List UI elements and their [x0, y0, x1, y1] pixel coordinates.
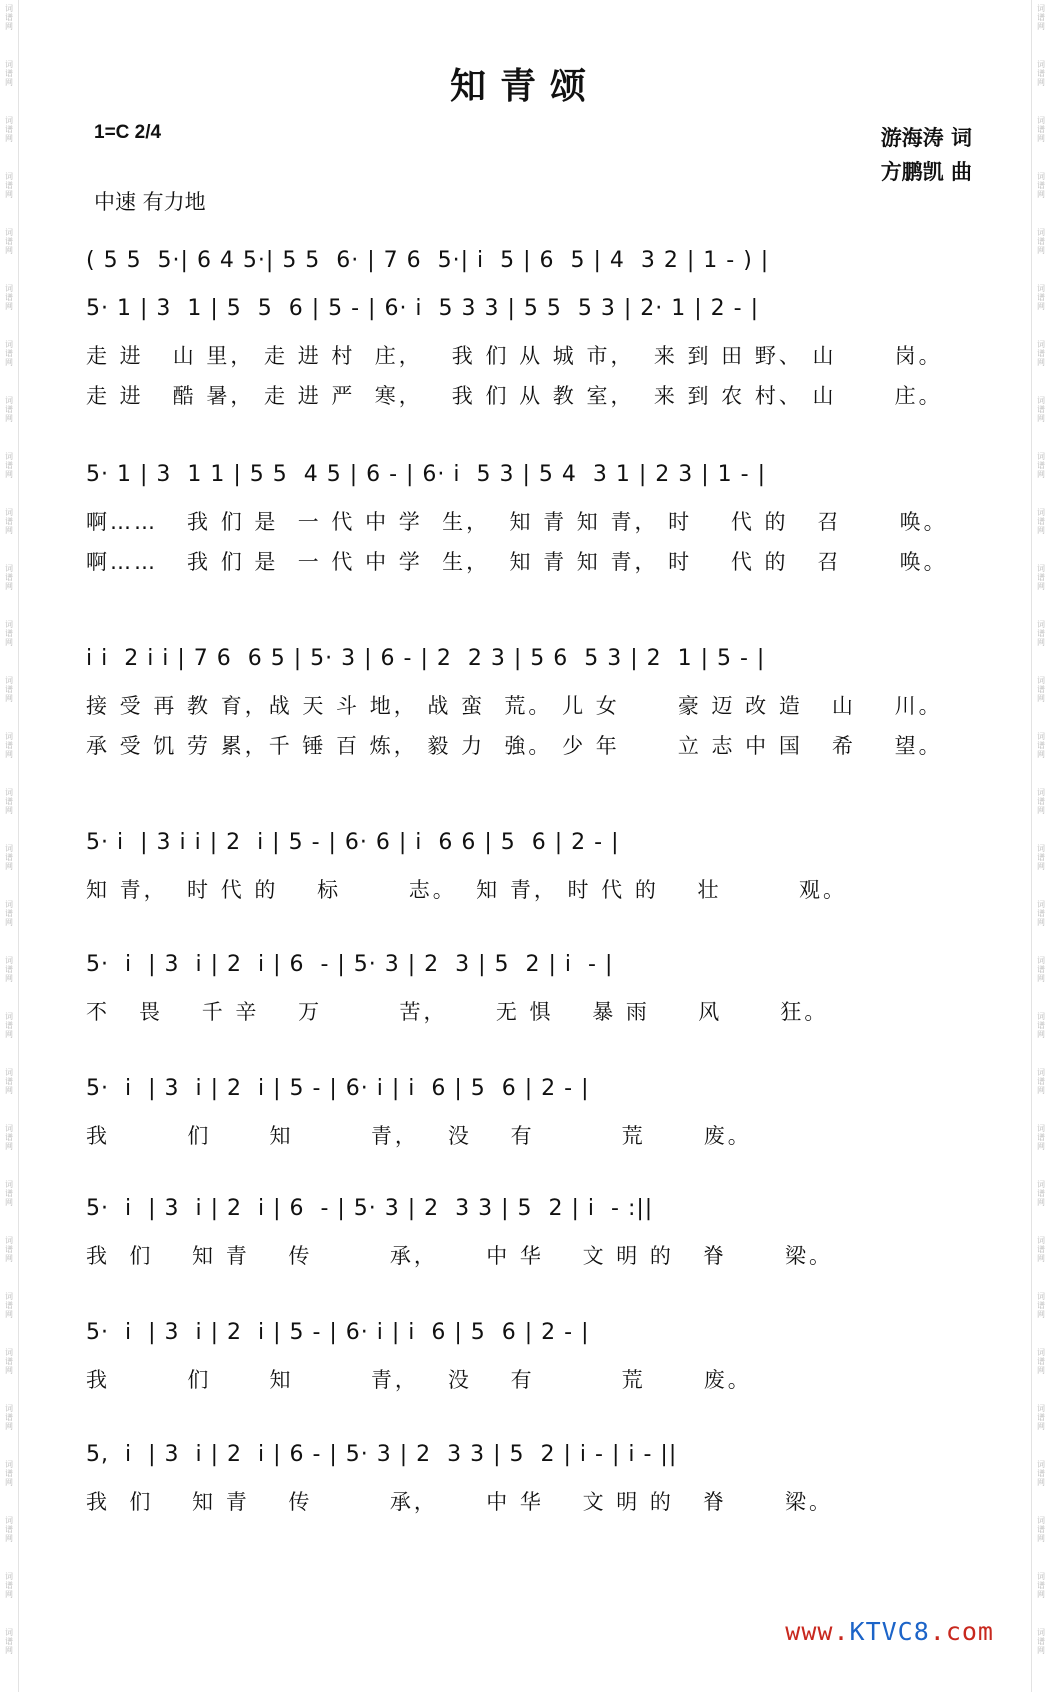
lyric-line: 知 青， 时 代 的 标 志。 知 青， 时 代 的 壮 观。: [86, 878, 847, 902]
side-watermark-text: 词 谱 网: [1037, 1628, 1045, 1655]
side-watermark-text: 词 谱 网: [1037, 788, 1045, 815]
side-watermark-text: 词 谱 网: [5, 1628, 13, 1655]
side-watermark-text: 词 谱 网: [1037, 620, 1045, 647]
lyric-verse-1: 啊…… 我 们 是 一 代 中 学 生， 知 青 知 青， 时 代 的 召 唤。: [86, 510, 948, 534]
side-watermark-text: 词 谱 网: [5, 284, 13, 311]
side-watermark-text: 词 谱 网: [1037, 284, 1045, 311]
site-watermark: [785, 1617, 994, 1646]
composer-credit: 方鹏凯 曲: [880, 160, 972, 184]
lyric-line: 我 们 知 青 传 承， 中 华 文 明 的 脊 梁。: [86, 1244, 834, 1268]
side-watermark-text: 词 谱 网: [1037, 1012, 1045, 1039]
notation-line: 5· 1 | 3 1 | 5 5 6 | 5 - | 6· i 5 3 3 | 5 5 5 3 | 2· 1 | 2 - |: [86, 296, 759, 321]
lyric-line: 我 们 知 青 传 承， 中 华 文 明 的 脊 梁。: [86, 1490, 834, 1514]
side-watermark-text: 词 谱 网: [5, 4, 13, 31]
side-watermark-text: 词 谱 网: [5, 340, 13, 367]
tempo-marking: 中速 有力地: [94, 190, 206, 214]
side-watermark-text: 词 谱 网: [1037, 844, 1045, 871]
side-watermark-text: 词 谱 网: [1037, 732, 1045, 759]
side-watermark-text: 词 谱 网: [1037, 340, 1045, 367]
lyric-verse-2: 承 受 饥 劳 累，千 锤 百 炼， 毅 力 強。 少 年 立 志 中 国 希 望。: [86, 734, 943, 758]
side-watermark-text: 词 谱 网: [5, 1068, 13, 1095]
side-watermark-text: 词 谱 网: [5, 1460, 13, 1487]
side-watermark-text: 词 谱 网: [5, 1572, 13, 1599]
side-watermark-text: 词 谱 网: [5, 788, 13, 815]
score-system-1: [86, 248, 976, 292]
lyric-verse-1: 接 受 再 教 育，战 天 斗 地， 战 蛮 荒。 儿 女 豪 迈 改 造 山 川。: [86, 694, 943, 718]
side-watermark-text: 词 谱 网: [5, 620, 13, 647]
side-watermark-text: 词 谱 网: [1037, 1236, 1045, 1263]
side-watermark-text: 词 谱 网: [1037, 900, 1045, 927]
side-watermark-text: 词 谱 网: [5, 900, 13, 927]
notation-line: 5, i | 3 i | 2 i | 6 - | 5· 3 | 2 3 3 | 5 2 | i - | i - ||: [86, 1442, 678, 1467]
side-watermark-text: 词 谱 网: [5, 1124, 13, 1151]
side-watermark-text: 词 谱 网: [5, 1292, 13, 1319]
score-system-2: [86, 296, 976, 420]
side-watermark-text: 词 谱 网: [1037, 1124, 1045, 1151]
side-watermark-text: 词 谱 网: [1037, 396, 1045, 423]
side-watermark-text: 词 谱 网: [1037, 172, 1045, 199]
side-watermark-text: 词 谱 网: [5, 116, 13, 143]
side-watermark-text: 词 谱 网: [5, 1348, 13, 1375]
notation-line: 5· i | 3 i | 2 i | 6 - | 5· 3 | 2 3 3 | 5 2 | i - :||: [86, 1196, 654, 1221]
side-watermark-text: 词 谱 网: [5, 1404, 13, 1431]
side-watermark-text: 词 谱 网: [1037, 1180, 1045, 1207]
lyric-line: 不 畏 千 辛 万 苦， 无 惧 暴 雨 风 狂。: [86, 1000, 829, 1024]
side-watermark-text: 词 谱 网: [1037, 452, 1045, 479]
side-watermark-text: 词 谱 网: [1037, 1292, 1045, 1319]
score-system-8: [86, 1196, 976, 1280]
side-watermark-text: 词 谱 网: [5, 956, 13, 983]
score-system-4: [86, 646, 976, 770]
side-watermark-text: 词 谱 网: [5, 1012, 13, 1039]
side-watermark-text: 词 谱 网: [5, 508, 13, 535]
side-watermark-text: 词 谱 网: [1037, 60, 1045, 87]
key-signature: 1=C 2/4: [94, 122, 162, 143]
side-watermark-text: 词 谱 网: [5, 676, 13, 703]
side-watermark-text: 词 谱 网: [1037, 676, 1045, 703]
side-watermark-text: 词 谱 网: [1037, 228, 1045, 255]
notation-line: 5· 1 | 3 1 1 | 5 5 4 5 | 6 - | 6· i 5 3 | 5 4 3 1 | 2 3 | 1 - |: [86, 462, 766, 487]
score-system-5: [86, 830, 976, 914]
side-watermark-text: 词 谱 网: [1037, 508, 1045, 535]
lyric-verse-2: 走 进 酷 暑， 走 进 严 寒， 我 们 从 教 室， 来 到 农 村、 山 庄。: [86, 384, 943, 408]
side-watermark-text: 词 谱 网: [5, 396, 13, 423]
score-system-9: [86, 1320, 976, 1404]
side-watermark-text: 词 谱 网: [1037, 4, 1045, 31]
watermark-prefix: www.: [785, 1617, 850, 1646]
side-watermark-text: 词 谱 网: [1037, 956, 1045, 983]
side-watermark-text: 词 谱 网: [5, 60, 13, 87]
side-watermark-text: 词 谱 网: [1037, 1572, 1045, 1599]
notation-line: i i 2 i i | 7 6 6 5 | 5· 3 | 6 - | 2 2 3 | 5 6 5 3 | 2 1 | 5 - |: [86, 646, 766, 671]
lyric-verse-1: 走 进 山 里， 走 进 村 庄， 我 们 从 城 市， 来 到 田 野、 山 岗。: [86, 344, 943, 368]
side-watermark-text: 词 谱 网: [5, 452, 13, 479]
side-watermark-text: 词 谱 网: [5, 172, 13, 199]
side-watermark-text: 词 谱 网: [5, 564, 13, 591]
score-system-3: [86, 462, 976, 586]
lyricist-credit: 游海涛 词: [880, 126, 972, 150]
side-watermark-text: 词 谱 网: [5, 1180, 13, 1207]
notation-line: 5· i | 3 i | 2 i | 5 - | 6· i | i 6 | 5 6 | 2 - |: [86, 1076, 590, 1101]
right-watermark-strip: [1031, 0, 1050, 1692]
side-watermark-text: 词 谱 网: [5, 1516, 13, 1543]
side-watermark-text: 词 谱 网: [1037, 564, 1045, 591]
side-watermark-text: 词 谱 网: [5, 844, 13, 871]
side-watermark-text: 词 谱 网: [5, 228, 13, 255]
side-watermark-text: 词 谱 网: [1037, 1460, 1045, 1487]
side-watermark-text: 词 谱 网: [1037, 1516, 1045, 1543]
side-watermark-text: 词 谱 网: [1037, 1404, 1045, 1431]
left-watermark-strip: [0, 0, 19, 1692]
song-title: 知青颂: [449, 66, 600, 107]
side-watermark-text: 词 谱 网: [1037, 1348, 1045, 1375]
lyric-line: 我 们 知 青， 没 有 荒 废。: [86, 1368, 752, 1392]
notation-line: 5· i | 3 i | 2 i | 5 - | 6· i | i 6 | 5 6 | 2 - |: [86, 1320, 590, 1345]
score-system-7: [86, 1076, 976, 1160]
notation-line: 5· i | 3 i i | 2 i | 5 - | 6· 6 | i 6 6 | 5 6 | 2 - |: [86, 830, 620, 855]
notation-line: ( 5 5 5·| 6 4 5·| 5 5 6· | 7 6 5·| i 5 | 6 5 | 4 3 2 | 1 - ) |: [86, 248, 770, 273]
lyric-verse-2: 啊…… 我 们 是 一 代 中 学 生， 知 青 知 青， 时 代 的 召 唤。: [86, 550, 948, 574]
side-watermark-text: 词 谱 网: [5, 1236, 13, 1263]
score-system-6: [86, 952, 976, 1036]
side-watermark-text: 词 谱 网: [5, 732, 13, 759]
watermark-suffix: .com: [929, 1617, 994, 1646]
side-watermark-text: 词 谱 网: [1037, 1068, 1045, 1095]
watermark-brand: KTVC8: [849, 1617, 930, 1646]
side-watermark-text: 词 谱 网: [1037, 116, 1045, 143]
notation-line: 5· i | 3 i | 2 i | 6 - | 5· 3 | 2 3 | 5 2 | i - |: [86, 952, 614, 977]
score-system-10: [86, 1442, 976, 1526]
lyric-line: 我 们 知 青， 没 有 荒 废。: [86, 1124, 752, 1148]
